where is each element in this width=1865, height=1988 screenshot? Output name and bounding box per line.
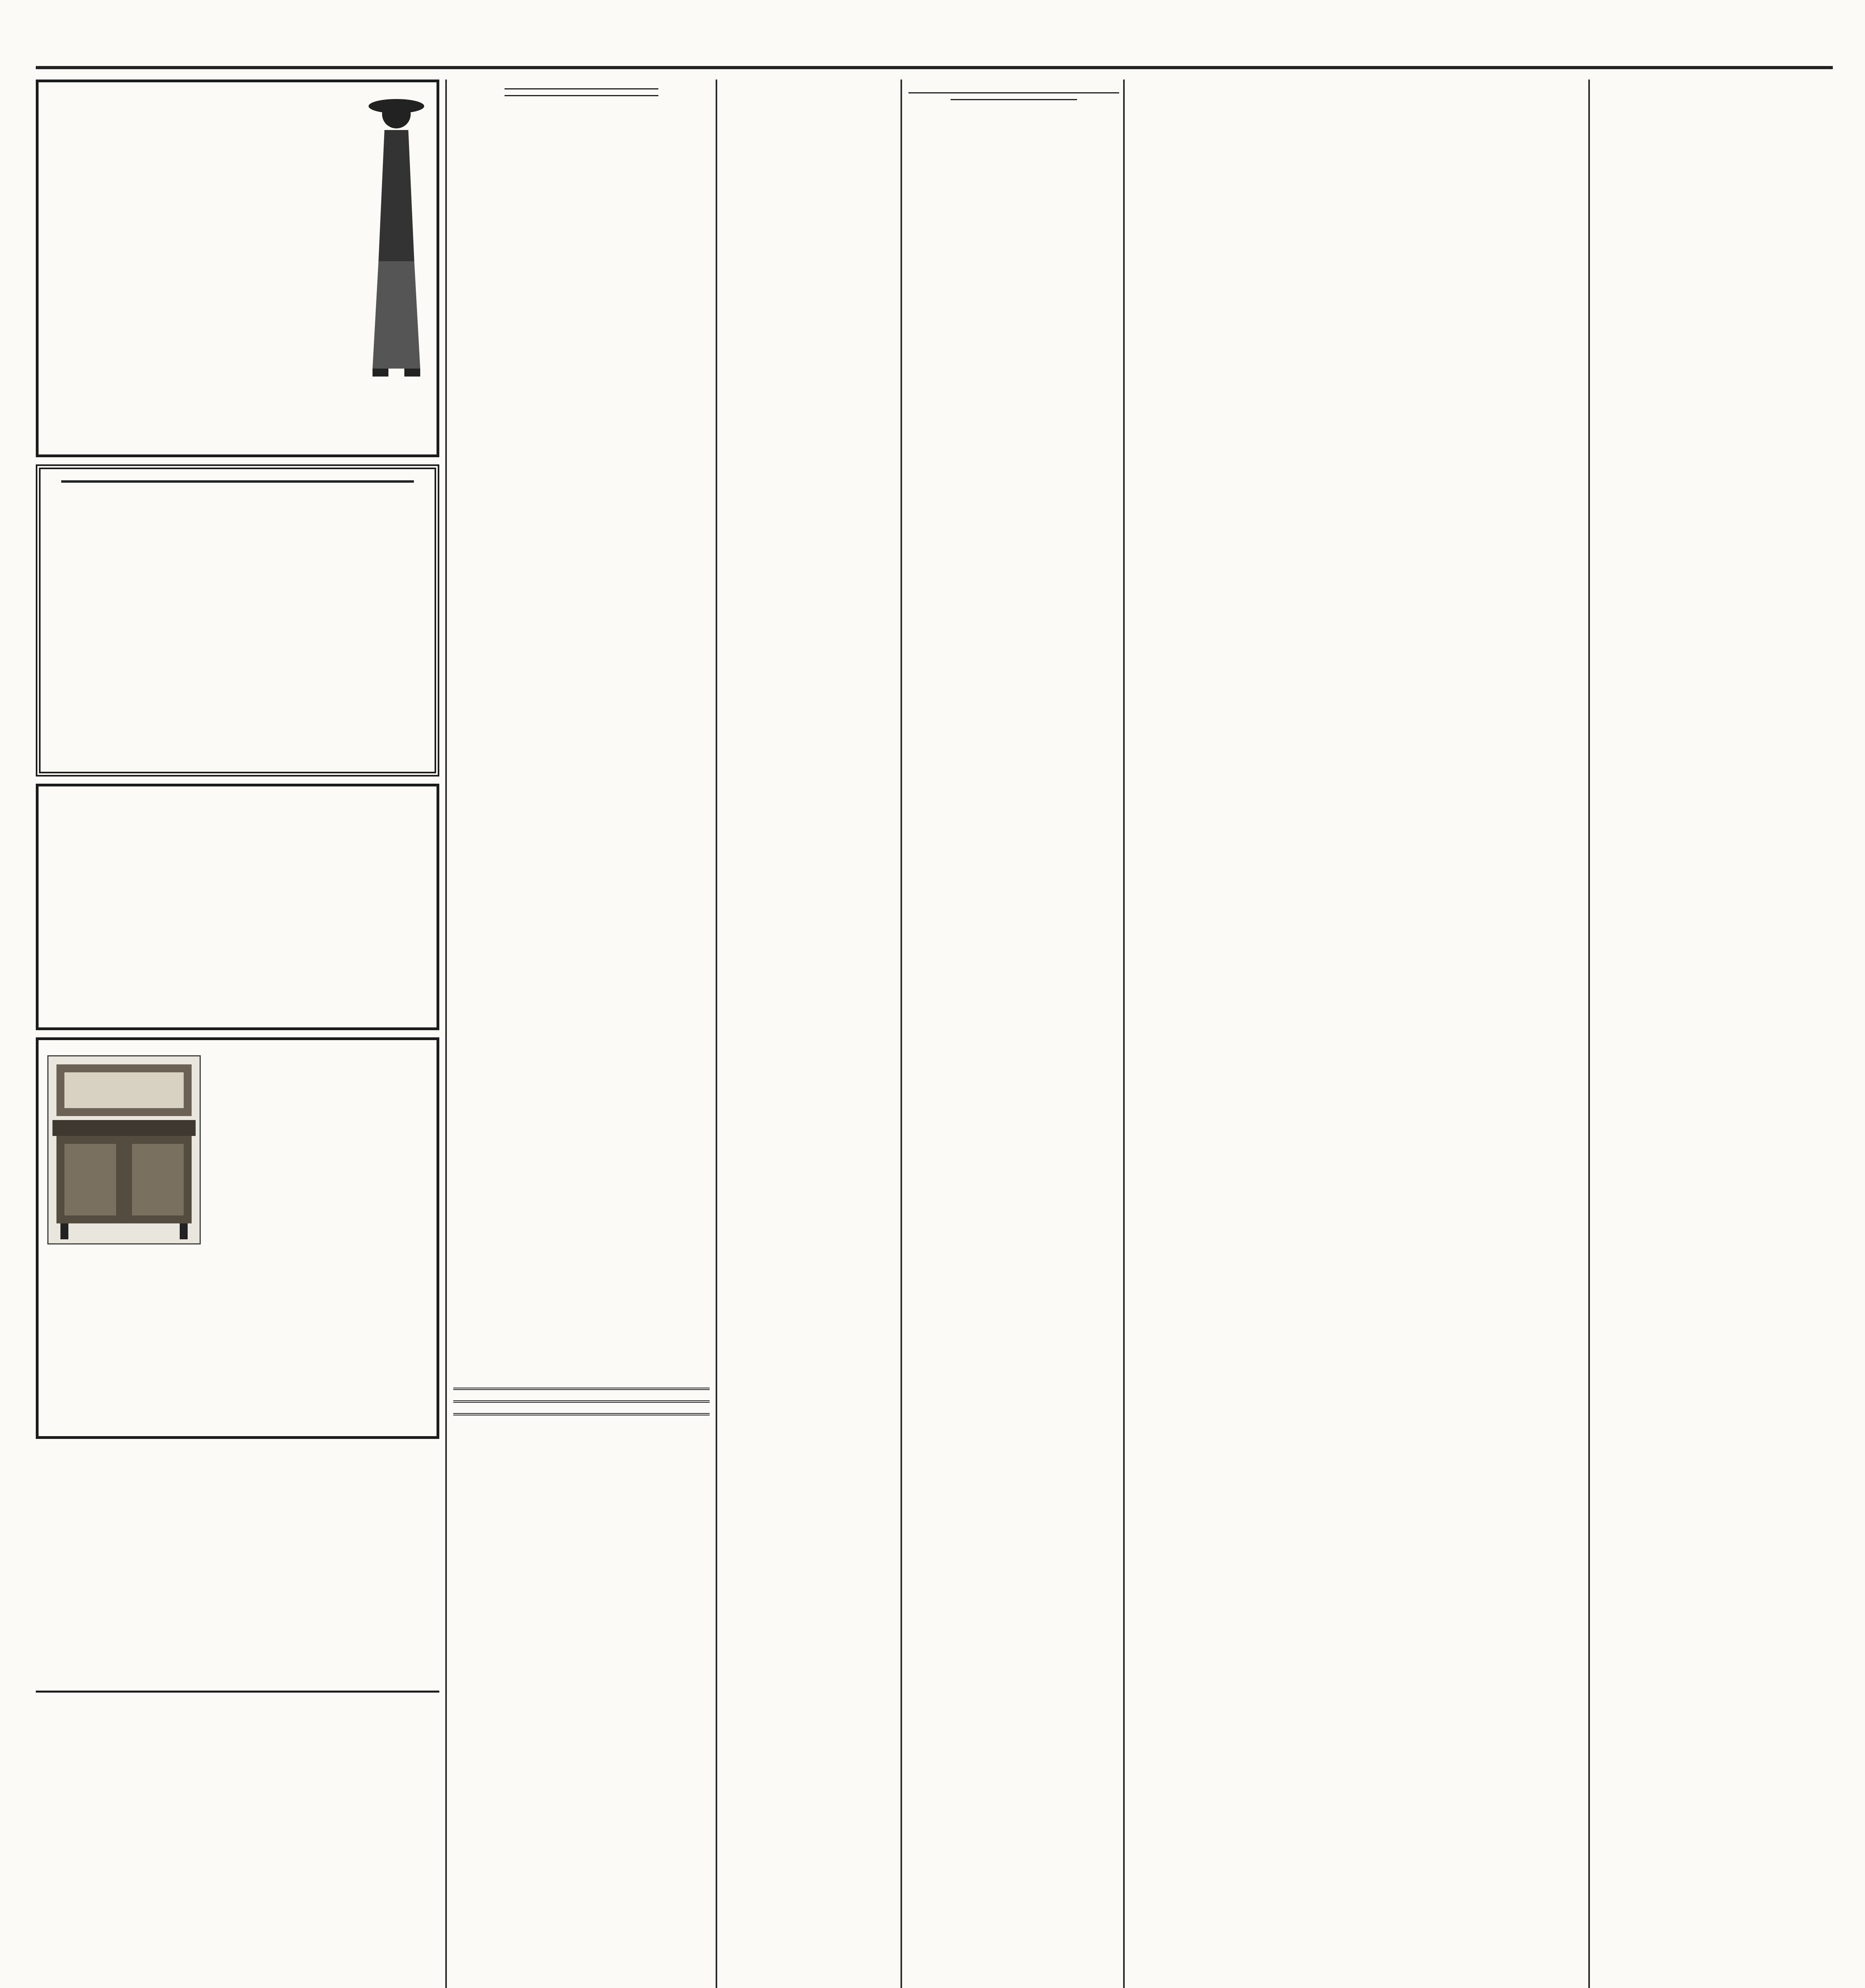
insurance-notice [453,1388,710,1394]
wellington-topics-heading [908,88,1119,93]
column-ads-left [36,80,439,1988]
masthead [36,26,1833,69]
howell-overcoats-ad [36,464,439,777]
column-wellington-topics [908,80,1119,1988]
column-stratford-news [453,80,710,1988]
sideboard-illustration [47,1055,201,1244]
reliance-ad [453,1400,710,1407]
column-rule [1123,80,1125,1988]
column-rule [445,80,447,1988]
hughson-footballers-ad [36,784,439,1030]
column-rule [900,80,902,1988]
lady-costume-illustration [365,90,428,384]
column-rule [716,80,717,1988]
martin-furniture-ad [36,1037,439,1439]
ambury-costumes-ad [36,80,439,457]
fitzgerald-ointment-ad [36,1446,439,1693]
column-rule [1588,80,1590,1988]
column-ratana [722,1400,897,1988]
boon-ad [453,1413,710,1419]
